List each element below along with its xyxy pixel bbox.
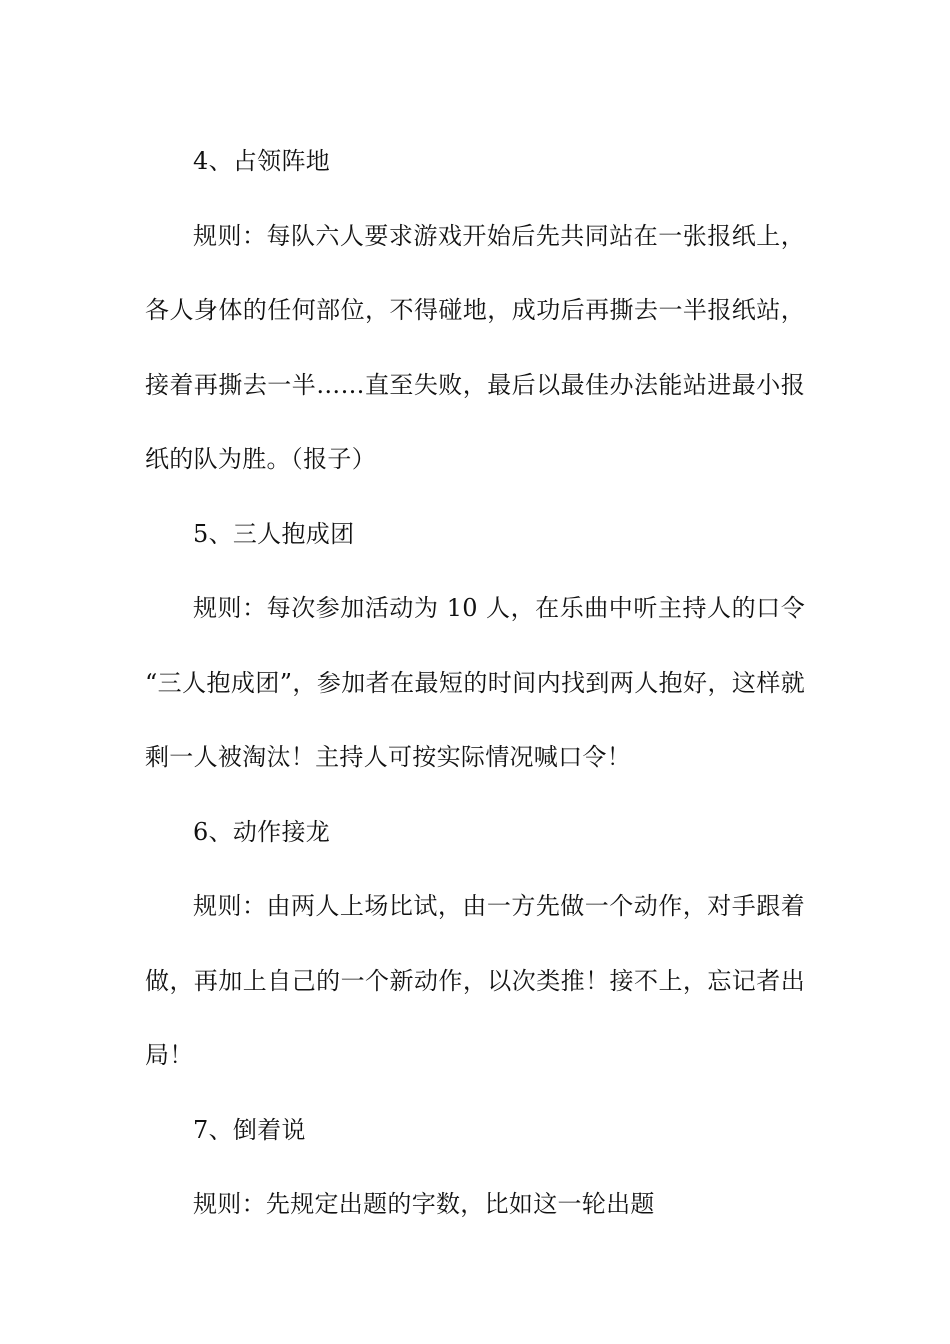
rule-paragraph-6: 规则：由两人上场比试，由一方先做一个动作，对手跟着做，再加上自己的一个新动作，以次类推！接不上，忘记者出局！	[145, 892, 805, 1069]
section-heading-5: 5、三人抱成团	[193, 519, 355, 548]
rule-paragraph-4: 规则：每队六人要求游戏开始后先共同站在一张报纸上，各人身体的任何部位，不得碰地，成功后再撕去一半报纸站，接着再撕去一半……直至失败，最后以最佳办法能站进最小报纸的队为胜。（报子）	[145, 221, 805, 473]
section-heading-4: 4、占领阵地	[193, 147, 331, 175]
rule-paragraph-5: 规则：每次参加活动为 10 人，在乐曲中听主持人的口令“三人抱成团”，参加者在最短的时间内找到两人抱好，这样就剩一人被淘汰！主持人可按实际情况喊口令！	[145, 594, 805, 771]
document-body	[145, 124, 805, 1242]
section-heading-7: 7、倒着说	[193, 1115, 306, 1144]
rule-paragraph-7: 规则：先规定出题的字数，比如这一轮出题	[193, 1190, 655, 1218]
section-heading-6: 6、动作接龙	[193, 817, 331, 846]
